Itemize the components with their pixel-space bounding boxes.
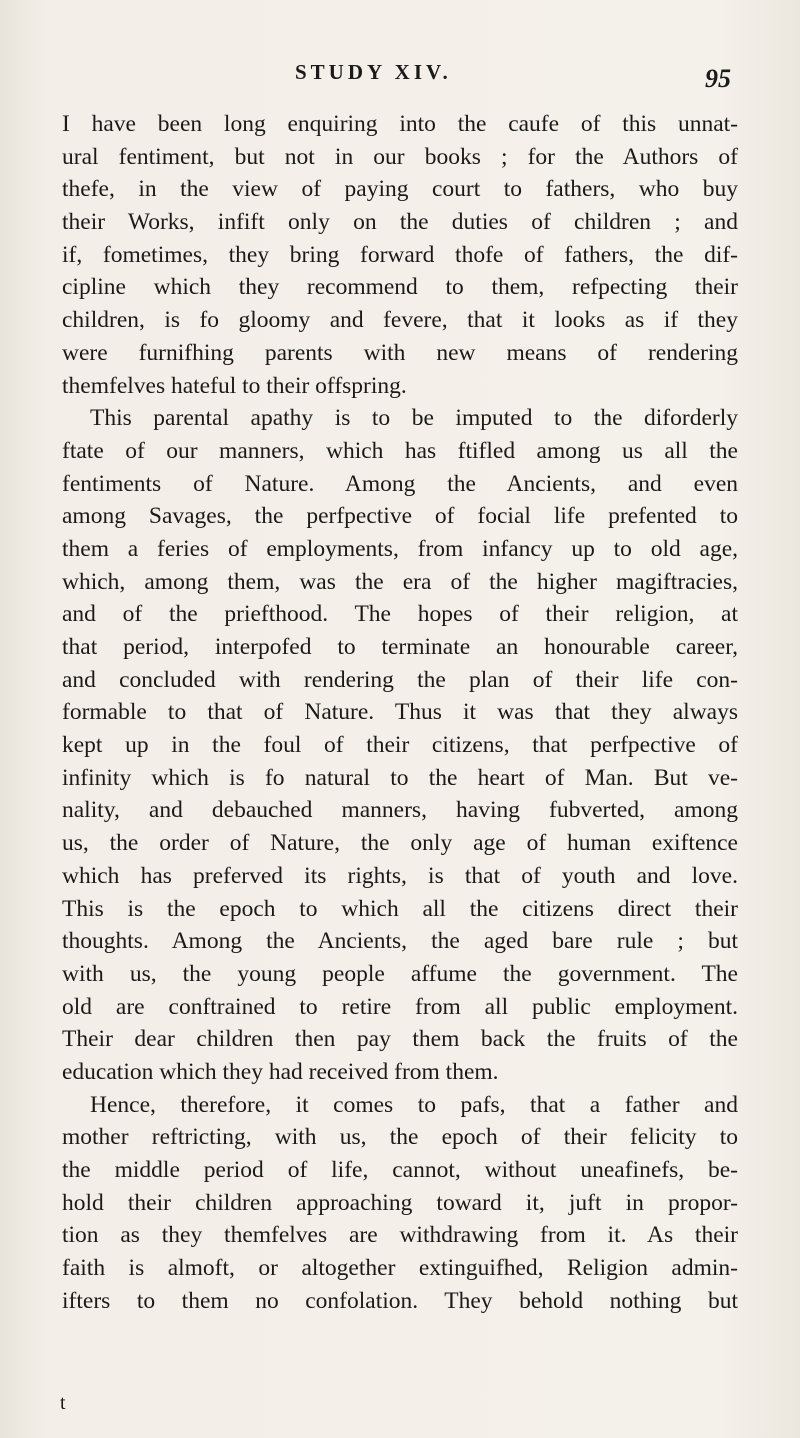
text-line: us, the order of Nature, the only age of human exiftence [62, 830, 738, 857]
running-head: STUDY XIV. [295, 60, 452, 84]
text-line: nality, and debauched manners, having fubverted, among [62, 797, 738, 824]
text-line: if, fometimes, they bring forward thofe of fathers, the dif- [62, 241, 738, 268]
text-line: them a feries of employments, from infancy up to old age, [62, 535, 738, 562]
text-line: and concluded with rendering the plan of their life con- [62, 666, 738, 693]
text-line: the middle period of life, cannot, without uneafinefs, be- [62, 1157, 738, 1183]
text-line: themfelves hateful to their offspring. [62, 372, 407, 399]
text-line: hold their children approaching toward it, juft in propor- [62, 1189, 738, 1216]
text-line: infinity which is fo natural to the heart of Man. But ve- [62, 764, 738, 791]
text-line: education which they had received from them. [62, 1058, 499, 1085]
text-line: Their dear children then pay them back the fruits of the [62, 1026, 738, 1053]
text-line: ftate of our manners, which has ftifled among us all the [62, 437, 738, 464]
text-line: and of the priefthood. The hopes of their religion, at [62, 601, 738, 628]
text-line: fentiments of Nature. Among the Ancients, and even [62, 470, 738, 497]
text-line: ifters to them no confolation. They behold nothing but [62, 1287, 738, 1314]
text-line: kept up in the foul of their citizens, that perfpective of [62, 732, 738, 759]
text-line: old are conftrained to retire from all public employment. [62, 993, 738, 1020]
paragraph-first-line: This parental apathy is to be imputed to the diforderly [90, 405, 738, 432]
text-line: were furnifhing parents with new means of rendering [62, 339, 738, 366]
text-line: among Savages, the perfpective of focial life prefented to [62, 503, 738, 530]
paragraph-first-line: Hence, therefore, it comes to pafs, that a father and [90, 1091, 738, 1118]
page-number: 95 [705, 64, 731, 93]
text-line: faith is almoft, or altogether extinguifhed, Religion admin- [62, 1255, 738, 1282]
text-line: mother reftricting, with us, the epoch of their felicity to [62, 1124, 738, 1151]
text-line: their Works, infift only on the duties of children ; and [62, 209, 738, 236]
text-line: thefe, in the view of paying court to fathers, who buy [62, 176, 738, 203]
text-line: which, among them, was the era of the higher magiftracies, [62, 568, 738, 595]
body-text [62, 108, 738, 1317]
text-line: formable to that of Nature. Thus it was that they always [62, 699, 738, 726]
text-line: which has preferved its rights, is that of youth and love. [62, 862, 738, 889]
text-line: ural fentiment, but not in our books ; for the Authors of [62, 143, 738, 170]
text-line: I have been long enquiring into the caufe of this unnat- [62, 111, 738, 137]
text-line: cipline which they recommend to them, refpecting their [62, 274, 738, 301]
text-line: thoughts. Among the Ancients, the aged bare rule ; but [62, 928, 738, 955]
text-line: tion as they themfelves are withdrawing from it. As their [62, 1222, 738, 1249]
text-line: This is the epoch to which all the citizens direct their [62, 895, 738, 922]
text-line: with us, the young people affume the government. The [62, 960, 738, 987]
catchword: t [60, 1392, 66, 1414]
text-line: that period, interpofed to terminate an honourable career, [62, 634, 738, 660]
text-line: children, is fo gloomy and fevere, that it looks as if they [62, 307, 738, 334]
